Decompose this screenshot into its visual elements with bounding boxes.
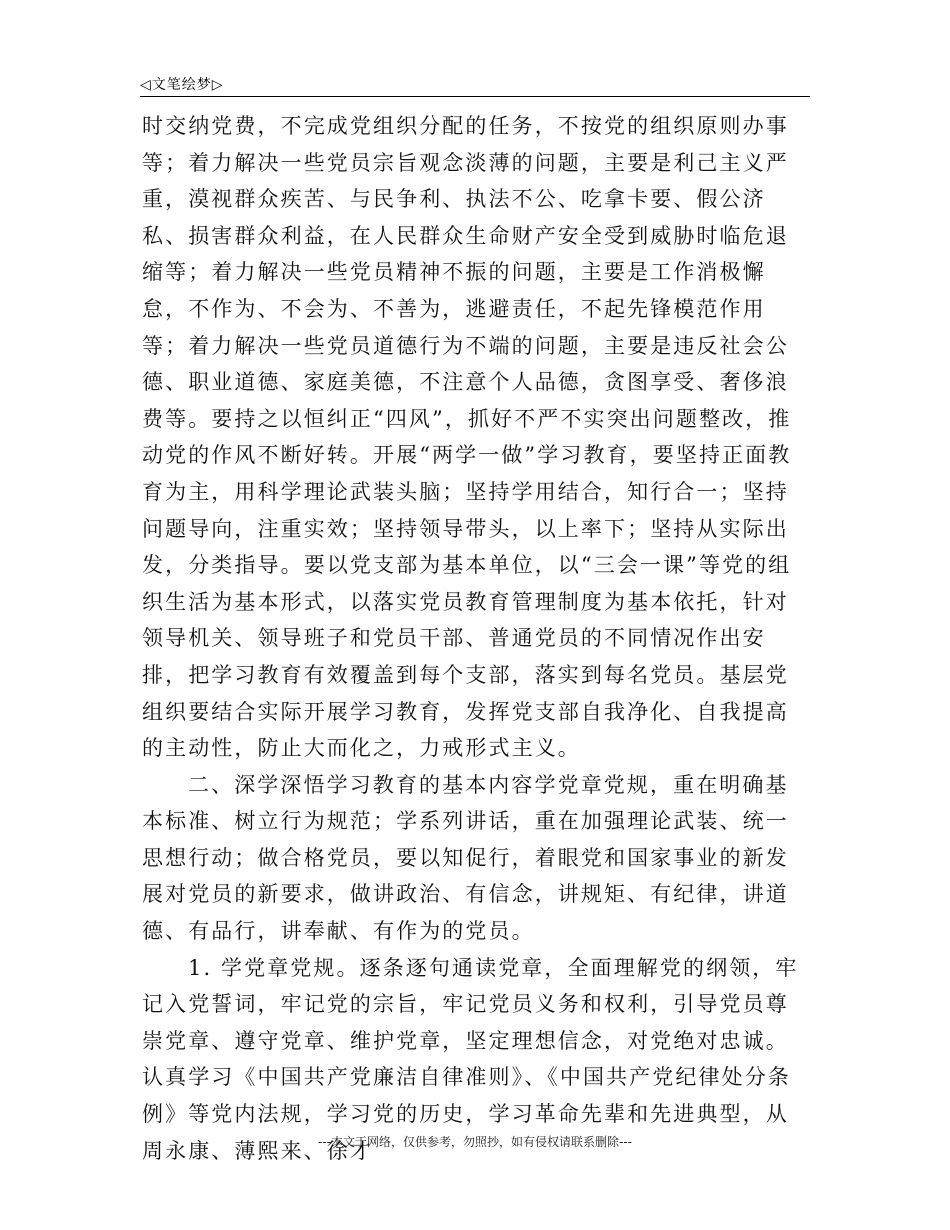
header-brand: ◁文笔绘梦▷ bbox=[140, 77, 224, 93]
paragraph-continued: 时交纳党费，不完成党组织分配的任务，不按党的组织原则办事等；着力解决一些党员宗旨观念淡薄的问题，主要是利己主义严重，漠视群众疾苦、与民争利、执法不公、吃拿卡要、假公济私、损害群众利益，在人民群众生命财产安全受到威胁时临危退缩等；着力解决一些党员精神不振的问题，主要是工作消极懈怠，不作为、不会为、不善为，逃避责任，不起先锋模范作用等；着力解决一些党员道德行为不端的问题，主要是违反社会公德、职业道德、家庭美德，不注意个人品德，贪图享受、奢侈浪费等。要持之以恒纠正“四风”，抓好不严不实突出问题整改，推动党的作风不断好转。开展“两学一做”学习教育，要坚持正面教育为主，用科学理论武装头脑；坚持学用结合，知行合一；坚持问题导向，注重实效；坚持领导带头，以上率下；坚持从实际出发，分类指导。要以党支部为基本单位，以“三会一课”等党的组织生活为基本形式，以落实党员教育管理制度为基本依托，针对领导机关、领导班子和党员干部、普通党员的不同情况作出安排，把学习教育有效覆盖到每个支部，落实到每名党员。基层党组织要结合实际开展学习教育，发挥党支部自我净化、自我提高的主动性，防止大而化之，力戒形式主义。 bbox=[142, 114, 792, 761]
page-header bbox=[140, 68, 810, 97]
document-body bbox=[142, 108, 810, 1169]
page-footer-notice: ---本文于网络，仅供参考，勿照抄，如有侵权请联系删除--- bbox=[318, 1135, 632, 1149]
paragraph-item-one: 1. 学党章党规。逐条逐句通读党章，全面理解党的纲领，牢记入党誓词，牢记党的宗旨，牢记党员义务和权利，引导党员尊崇党章、遵守党章、维护党章，坚定理想信念，对党绝对忠诚。认真学习《中国共产党廉洁自律准则》、《中国共产党纪律处分条例》等党内法规，学习党的历史，学习革命先辈和先进典型，从周永康、薄熙来、徐才 bbox=[142, 955, 799, 1163]
paragraph-section-two: 二、深学深悟学习教育的基本内容学党章党规，重在明确基本标准、树立行为规范；学系列讲话，重在加强理论武装、统一思想行动；做合格党员，要以知促行，着眼党和国家事业的新发展对党员的新要求，做讲政治、有信念，讲规矩、有纪律，讲道德、有品行，讲奉献、有作为的党员。 bbox=[142, 772, 789, 944]
